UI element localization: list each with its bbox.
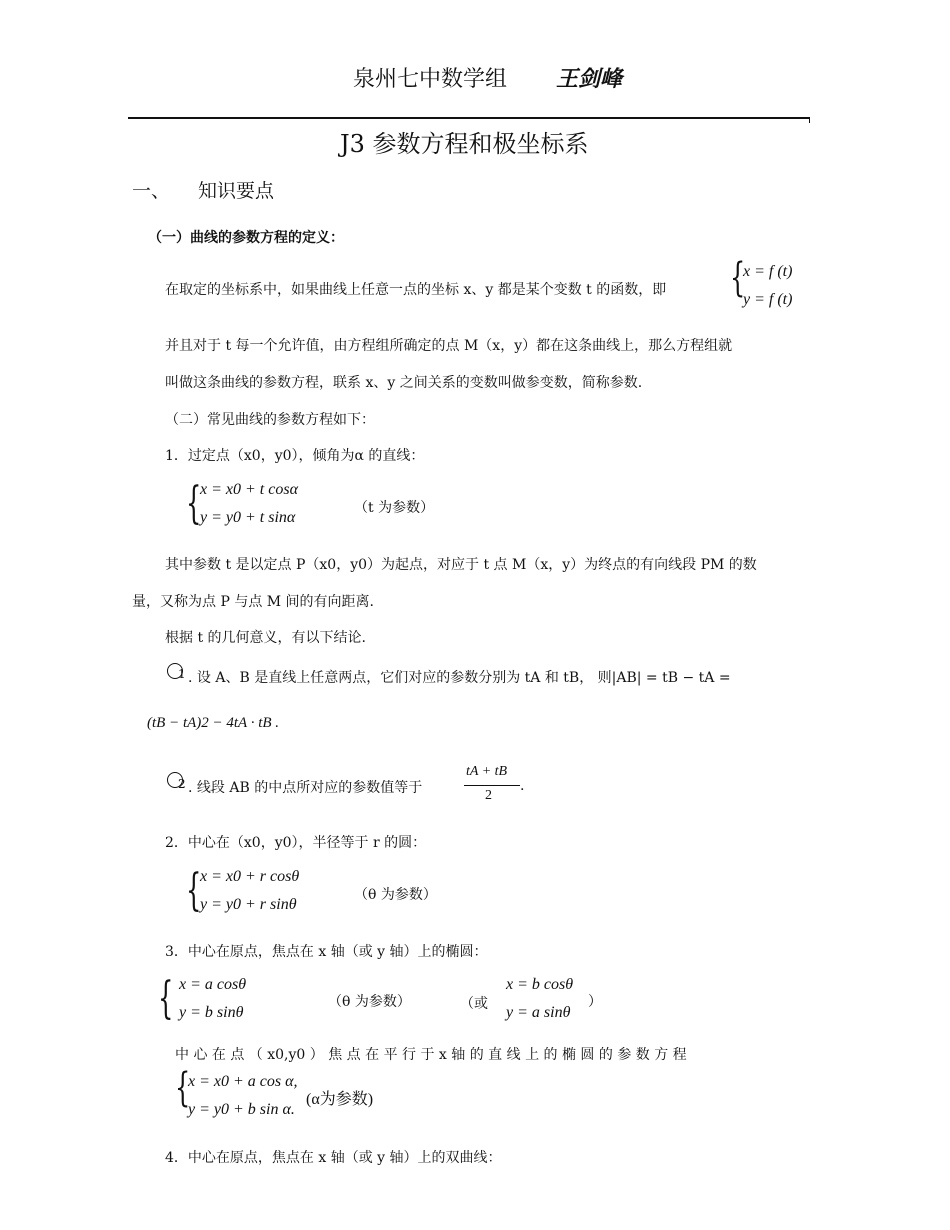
- conclusion2-frac-line: [464, 785, 520, 786]
- conclusion2-num: 2: [178, 777, 186, 791]
- sub1-para3: 叫做这条曲线的参数方程，联系 x、y 之间关系的变数叫做参变数，简称参数.: [165, 375, 643, 391]
- item1-para2: 量，又称为点 P 与点 M 间的有向距离.: [132, 594, 375, 610]
- item1-brace: {: [186, 478, 202, 529]
- item3-brace: {: [158, 973, 174, 1024]
- item3-alt-open: （或: [460, 996, 488, 1012]
- item3-eq1: x = a cosθ: [179, 976, 247, 993]
- item2-brace: {: [186, 865, 202, 916]
- item1-eq2: y = y0 + t sinα: [200, 509, 296, 526]
- item3-label: 3．中心在原点，焦点在 x 轴（或 y 轴）上的椭圆：: [165, 944, 488, 960]
- header-author: 王剑峰: [556, 66, 623, 92]
- item3-para: 中 心 在 点 （ x0,y0 ） 焦 点 在 平 行 于 x 轴 的 直 线 上 的 椭 圆 的 参 数 方 程: [175, 1047, 687, 1063]
- conclusion1-formula: (tB − tA)2 − 4tA · tB .: [147, 715, 280, 731]
- sub1-para1: 在取定的坐标系中，如果曲线上任意一点的坐标 x、y 都是某个变数 t 的函数，即: [165, 282, 667, 298]
- item3-alt-eq1: x = b cosθ: [506, 976, 574, 993]
- system-eq2: y = f (t): [743, 291, 793, 308]
- conclusion2-frac-den: 2: [485, 788, 492, 803]
- item3-note2: (α为参数): [306, 1091, 374, 1108]
- item3-eq4: y = y0 + b sin α.: [188, 1101, 295, 1118]
- item1-para1: 其中参数 t 是以定点 P（x0，y0）为起点，对应于 t 点 M（x，y）为终点的有向线段 PM 的数: [165, 557, 757, 573]
- header-rule-tick: [809, 117, 810, 123]
- header-school: 泉州七中数学组: [353, 67, 508, 92]
- header-rule: [128, 117, 810, 119]
- conclusion1-num: 1: [178, 667, 186, 681]
- system-brace: {: [730, 255, 746, 301]
- conclusion2-text: . 线段 AB 的中点所对应的参数值等于: [188, 780, 423, 796]
- item1-eq1: x = x0 + t cosα: [200, 481, 298, 498]
- item3-eq3: x = x0 + a cos α,: [188, 1073, 298, 1090]
- sub2-heading: （二）常见曲线的参数方程如下：: [165, 412, 375, 428]
- item2-note: （θ 为参数）: [354, 887, 437, 903]
- item2-eq2: y = y0 + r sinθ: [200, 896, 297, 913]
- item3-alt-eq2: y = a sinθ: [506, 1004, 571, 1021]
- sub1-heading: （一）曲线的参数方程的定义：: [148, 230, 344, 246]
- item4-label: 4．中心在原点，焦点在 x 轴（或 y 轴）上的双曲线：: [165, 1150, 502, 1166]
- page-title: J3 参数方程和极坐标系: [340, 130, 589, 158]
- conclusion2-end: .: [520, 778, 525, 794]
- item2-label: 2．中心在（x0，y0），半径等于 r 的圆：: [165, 835, 427, 851]
- section-number: 一、: [132, 180, 171, 202]
- system-eq1: x = f (t): [743, 263, 793, 280]
- item2-eq1: x = x0 + r cosθ: [200, 868, 300, 885]
- item3-note: （θ 为参数）: [328, 994, 411, 1010]
- item3-alt-close: ）: [588, 994, 602, 1010]
- item1-note: （t 为参数）: [354, 500, 435, 516]
- item3-eq2: y = b sinθ: [179, 1004, 244, 1021]
- sub1-para2: 并且对于 t 每一个允许值，由方程组所确定的点 M（x，y）都在这条曲线上，那么方程组就: [165, 338, 733, 354]
- conclusion1-text: . 设 A、B 是直线上任意两点，它们对应的参数分别为 tA 和 tB， 则|AB| = tB − tA =: [188, 670, 731, 686]
- conclusion2-frac-num: tA + tB: [466, 764, 508, 779]
- section-title: 知识要点: [198, 180, 275, 202]
- item3-sys-brace: {: [175, 1065, 191, 1111]
- item1-label: 1．过定点（x0，y0），倾角为α 的直线：: [165, 448, 425, 464]
- item1-para3: 根据 t 的几何意义，有以下结论.: [165, 630, 366, 646]
